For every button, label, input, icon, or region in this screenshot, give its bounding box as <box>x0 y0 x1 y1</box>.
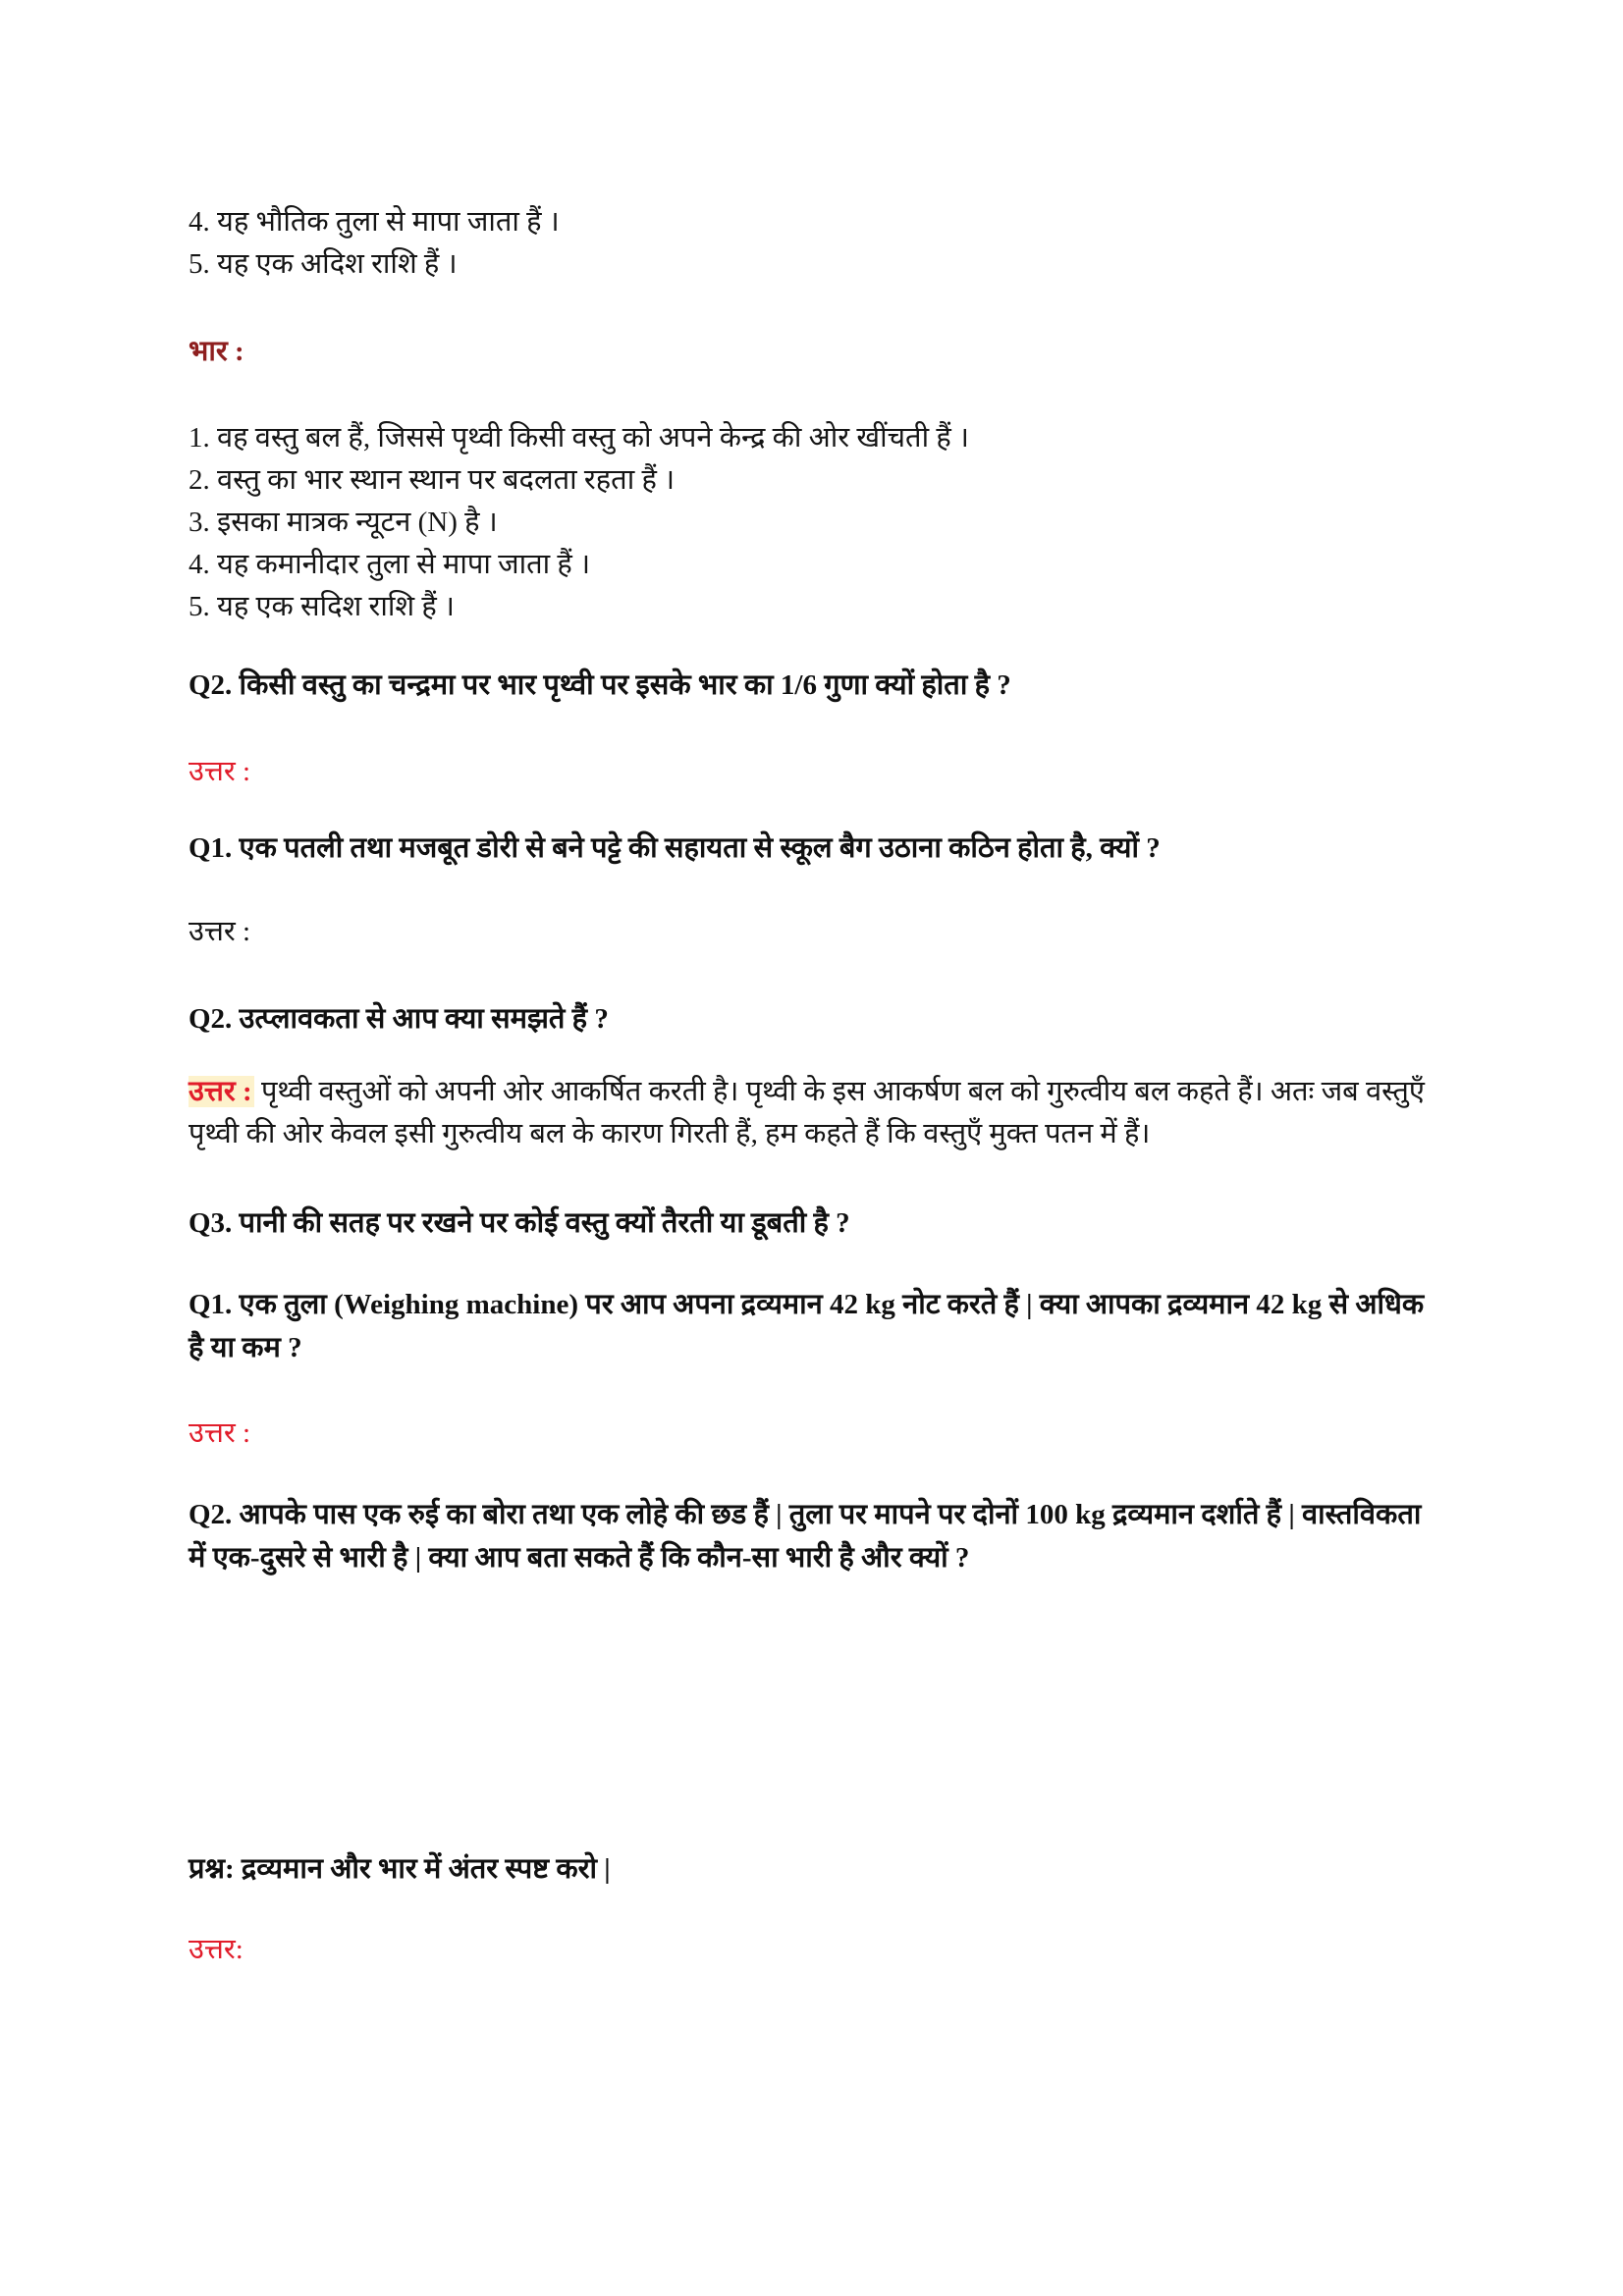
question-weighing-machine: Q1. एक तुला (Weighing machine) पर आप अपना द्रव्यमान 42 kg नोट करते हैं | क्या आपका द्रव्यमान 42 kg से अधिक है या कम ? <box>189 1289 1425 1363</box>
weight-list-item-4: 4. यह कमानीदार तुला से मापा जाता हैं । <box>189 549 591 580</box>
mass-list-item-4: 4. यह भौतिक तुला से मापा जाता हैं । <box>189 206 560 238</box>
mass-list-item-5: 5. यह एक अदिश राशि हैं । <box>189 248 458 280</box>
weight-list-item-2: 2. वस्तु का भार स्थान स्थान पर बदलता रहता हैं । <box>189 464 676 496</box>
question-mass-weight-difference: प्रश्न: द्रव्यमान और भार में अंतर स्पष्ट करो | <box>189 1853 611 1885</box>
answer-label-after-weighing: उत्तर : <box>189 1417 251 1449</box>
answer-label-after-bag: उत्तर : <box>189 916 251 947</box>
answer-label-after-moon: उत्तर : <box>189 756 251 787</box>
weight-section-heading: भार : <box>189 336 244 367</box>
question-moon-weight: Q2. किसी वस्तु का चन्द्रमा पर भार पृथ्वी पर इसके भार का 1/6 गुणा क्यों होता है ? <box>189 669 1011 701</box>
weight-list-item-3: 3. इसका मात्रक न्यूटन (N) है । <box>189 507 498 538</box>
answer-buoyancy-text: पृथ्वी वस्तुओं को अपनी ओर आकर्षित करती है। पृथ्वी के इस आकर्षण बल को गुरुत्वीय बल कहते हैं। अतः जब वस्तुएँ पृथ्वी की ओर केवल इसी गुरुत्वीय बल के कारण गिरती हैं, हम कहते हैं कि वस्तुएँ मुक्त पतन में हैं। <box>189 1076 1425 1149</box>
weight-list-item-1: 1. वह वस्तु बल हैं, जिससे पृथ्वी किसी वस्तु को अपने केन्द्र की ओर खींचती हैं । <box>189 422 969 454</box>
question-school-bag: Q1. एक पतली तथा मजबूत डोरी से बने पट्टे की सहायता से स्कूल बैग उठाना कठिन होता है, क्यों ? <box>189 832 1161 864</box>
answer-buoyancy <box>189 1071 1434 1155</box>
question-cotton-vs-iron: Q2. आपके पास एक रुई का बोरा तथा एक लोहे की छड हैं | तुला पर मापने पर दोनों 100 kg द्रव्यमान दर्शाते हैं | वास्तविकता में एक-दुसरे से भारी है | क्या आप बता सकते हैं कि कौन-सा भारी है और क्यों ? <box>189 1499 1422 1574</box>
question-float-or-sink: Q3. पानी की सतह पर रखने पर कोई वस्तु क्यों तैरती या डूबती है ? <box>189 1207 850 1239</box>
answer-label-after-difference: उत्तर: <box>189 1934 243 1965</box>
weight-list-item-5: 5. यह एक सदिश राशि हैं । <box>189 591 456 622</box>
answer-buoyancy-label: उत्तर : <box>189 1076 252 1107</box>
question-buoyancy: Q2. उत्प्लावकता से आप क्या समझते हैं ? <box>189 1003 609 1035</box>
